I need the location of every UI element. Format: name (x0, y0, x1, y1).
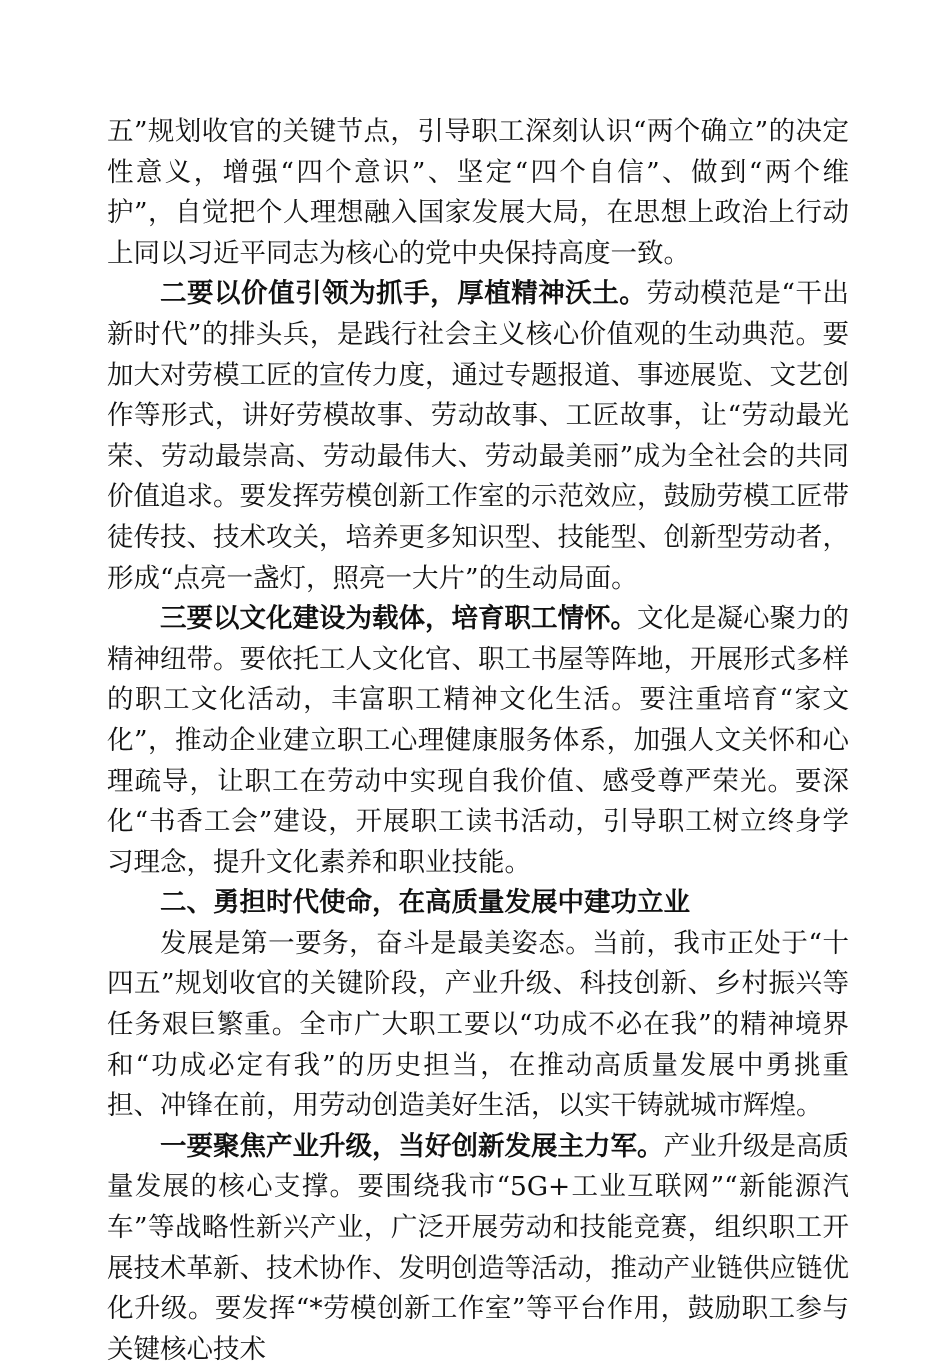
paragraph-value-guidance (107, 274, 849, 599)
paragraph-text: 文化是凝心聚力的精神纽带。要依托工人文化官、职工书屋等阵地，开展形式多样的职工文化活动，丰富职工精神文化生活。要注重培育“家文化”，推动企业建立职工心理健康服务体系，加强人文关怀和心理疏导，让职工在劳动中实现自我价值、感受尊严荣光。要深化“书香工会”建设，开展职工读书活动，引导职工树立终身学习理念，提升文化素养和职业技能。 (107, 603, 849, 878)
paragraph-lead: 二要以价值引领为抓手，厚植精神沃土。 (160, 278, 647, 310)
document-body (107, 112, 849, 1370)
paragraph-text: 发展是第一要务，奋斗是最美姿态。当前，我市正处于“十四五”规划收官的关键阶段，产业升级、科技创新、乡村振兴等任务艰巨繁重。全市广大职工要以“功成不必在我”的精神境界和“功成必定有我”的历史担当，在推动高质量发展中勇挑重担、冲锋在前，用劳动创造美好生活，以实干铸就城市辉煌。 (107, 927, 849, 1122)
paragraph-culture-building (107, 599, 849, 883)
paragraph-industry-upgrade (107, 1127, 849, 1370)
paragraph-text: 劳动模范是“干出新时代”的排头兵，是践行社会主义核心价值观的生动典范。要加大对劳模工匠的宣传力度，通过专题报道、事迹展览、文艺创作等形式，讲好劳模故事、劳动故事、工匠故事，让“劳动最光荣、劳动最崇高、劳动最伟大、劳动最美丽”成为全社会的共同价值追求。要发挥劳模创新工作室的示范效应，鼓励劳模工匠带徒传技、技术攻关，培养更多知识型、技能型、创新型劳动者，形成“点亮一盏灯，照亮一大片”的生动局面。 (107, 278, 849, 594)
paragraph-lead: 三要以文化建设为载体，培育职工情怀。 (160, 603, 637, 635)
paragraph-lead: 一要聚焦产业升级，当好创新发展主力军。 (160, 1130, 664, 1162)
paragraph-text: 产业升级是高质量发展的核心支撑。要围绕我市“5G+工业互联网”“新能源汽车”等战略性新兴产业，广泛开展劳动和技能竞赛，组织职工开展技术革新、技术协作、发明创造等活动，推动产业链供应链优化升级。要发挥“*劳模创新工作室”等平台作用，鼓励职工参与关键核心技术 (107, 1130, 849, 1365)
paragraph-text: 五”规划收官的关键节点，引导职工深刻认识“两个确立”的决定性意义，增强“四个意识”、坚定“四个自信”、做到“两个维护”，自觉把个人理想融入国家发展大局，在思想上政治上行动上同以习近平同志为核心的党中央保持高度一致。 (107, 116, 849, 269)
paragraph-continuation (107, 112, 849, 274)
paragraph-development (107, 924, 849, 1127)
section-heading: 二、勇担时代使命，在高质量发展中建功立业 (160, 887, 690, 919)
